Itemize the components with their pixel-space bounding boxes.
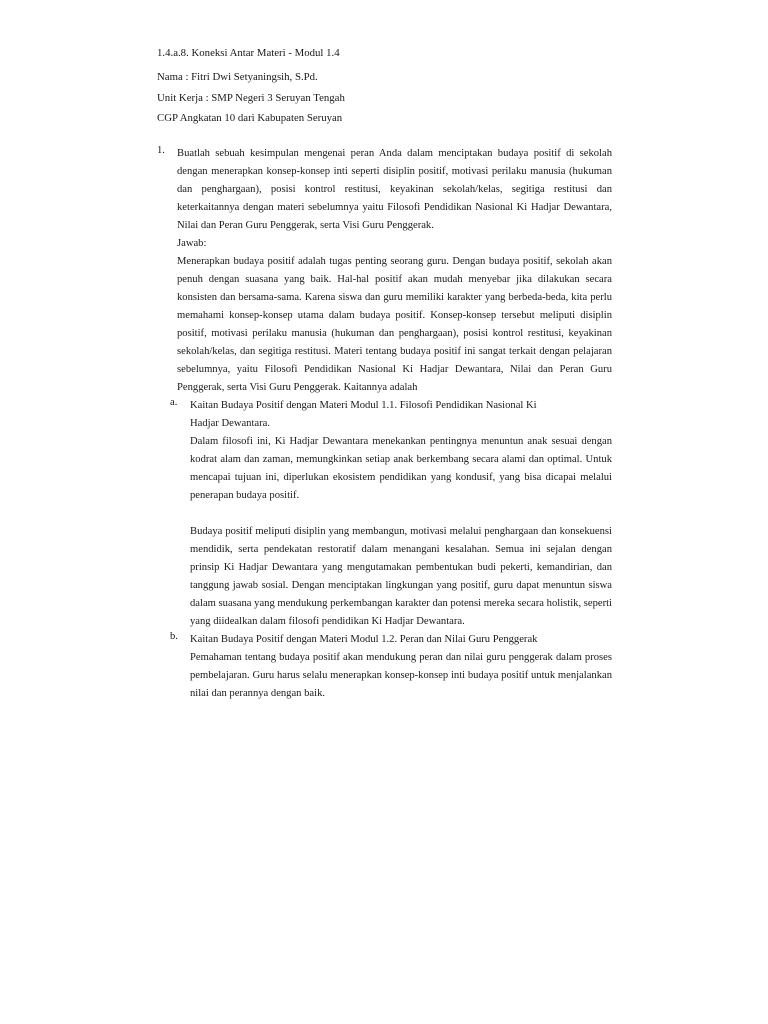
document-title: 1.4.a.8. Koneksi Antar Materi - Modul 1.4 [157,47,340,59]
work-unit-line: Unit Kerja : SMP Negeri 3 Seruyan Tengah [157,92,345,104]
section-a-paragraph-2: Budaya positif meliputi disiplin yang membangun, motivasi melalui penghargaan dan konsekuensi mendidik, serta pendekatan restoratif dalam menangani kesalahan. Semua ini sejalan dengan prinsip Ki Hadjar Dewantara yang mengutamakan pembentukan budi pekerti, kemandirian, dan tanggung jawab sosial. Dengan menciptakan lingkungan yang positif, guru dapat menuntun siswa dalam suasana yang mendukung perkembangan karakter dan potensi mereka secara holistik, seperti yang diidealkan dalam filosofi pendidikan Ki Hadjar Dewantara. [190,526,612,627]
section-b-letter: b. [170,631,178,642]
author-name-line: Nama : Fitri Dwi Setyaningsih, S.Pd. [157,71,318,83]
section-a-letter: a. [170,397,178,408]
section-a-body [190,397,612,631]
answer-label: Jawab: [177,238,207,249]
cgp-line: CGP Angkatan 10 dari Kabupaten Seruyan [157,112,343,124]
answer-intro: Menerapkan budaya positif adalah tugas penting seorang guru. Dengan budaya positif, sekolah akan penuh dengan suasana yang baik. Hal-hal positif akan mudah menyebar jika dilakukan secara konsisten dan bersama-sama. Karena siswa dan guru memiliki karakter yang berbeda-beda, kita perlu memahami konsep-konsep utama dalam budaya positif. Konsep-konsep tersebut meliputi disiplin positif, motivasi perilaku manusia (hukuman dan penghargaan), posisi kontrol restitusi, keyakinan sekolah/kelas, dan segitiga restitusi. Materi tentang budaya positif ini sangat terkait dengan pelajaran sebelumnya, yaitu Filosofi Pendidikan Nasional Ki Hadjar Dewantara, Nilai dan Peran Guru Penggerak, serta Visi Guru Penggerak. Kaitannya adalah [177,256,612,393]
section-b-paragraph-1: Pemahaman tentang budaya positif akan mendukung peran dan nilai guru penggerak dalam proses pembelajaran. Guru harus selalu menerapkan konsep-konsep inti budaya positif untuk menjalankan nilai dan perannya dengan baik. [190,652,612,699]
section-b [170,631,612,703]
question-text: Buatlah sebuah kesimpulan mengenai peran Anda dalam menciptakan budaya positif di sekolah dengan menerapkan konsep-konsep inti seperti disiplin positif, motivasi perilaku manusia (hukuman dan penghargaan), posisi kontrol restitusi, keyakinan sekolah/kelas, segitiga restitusi dan keterkaitannya dengan materi sebelumnya yaitu Filosofi Pendidikan Nasional Ki Hadjar Dewantara, Nilai dan Peran Guru Penggerak, serta Visi Guru Penggerak. [177,148,612,231]
section-a-title-line1: Kaitan Budaya Positif dengan Materi Modul 1.1. Filosofi Pendidikan Nasional Ki [190,400,537,411]
question-item [157,145,612,703]
section-b-body [190,631,612,703]
question-list [157,145,612,703]
section-a-title-line2: Hadjar Dewantara. [190,418,270,429]
question-number: 1. [157,145,165,156]
section-b-title: Kaitan Budaya Positif dengan Materi Modul 1.2. Peran dan Nilai Guru Penggerak [190,634,538,645]
section-a [170,397,612,631]
section-a-paragraph-1: Dalam filosofi ini, Ki Hadjar Dewantara menekankan pentingnya menuntun anak sesuai dengan kodrat alam dan zaman, memungkinkan setiap anak berkembang secara alami dan optimal. Untuk mencapai tujuan ini, diperlukan ekosistem pendidikan yang kondusif, yang bisa dicapai melalui penerapan budaya positif. [190,436,612,501]
question-body [170,145,612,703]
